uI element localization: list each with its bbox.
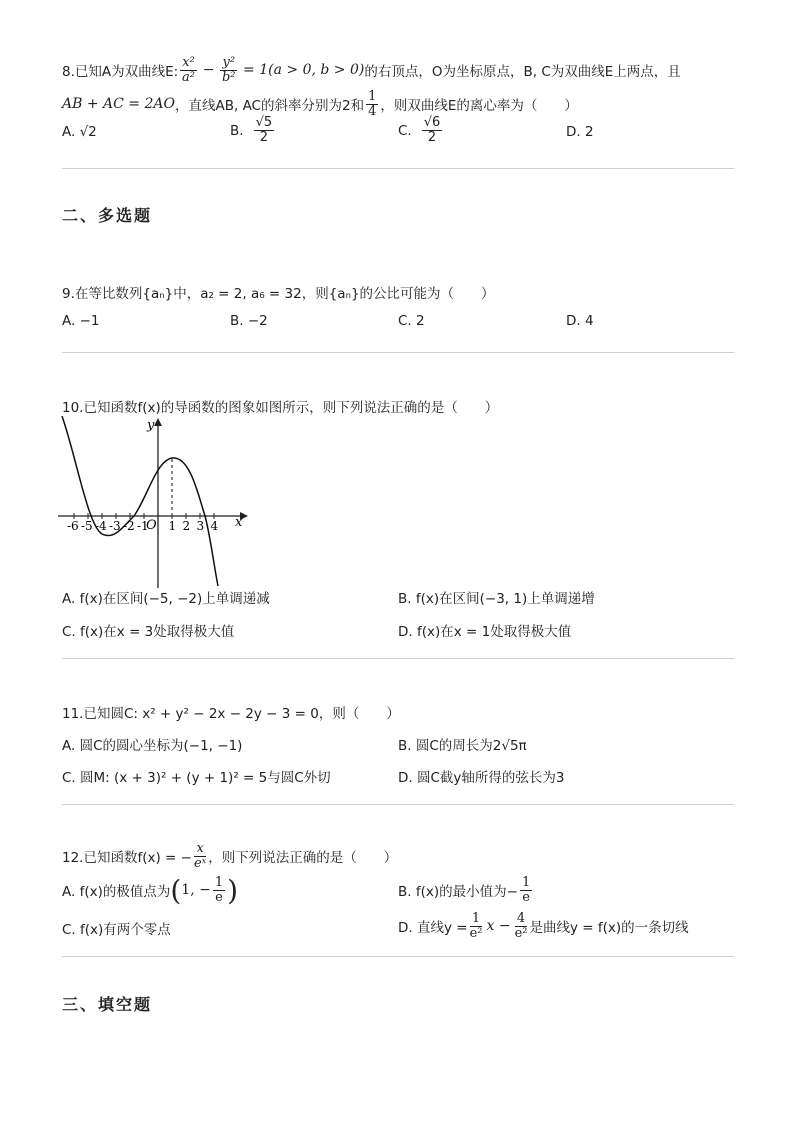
left-paren: ( [170, 873, 182, 907]
q12-option-a-point: 1, − [181, 882, 211, 898]
q12-stem-a: 12.已知函数f(x) = − [62, 850, 192, 866]
x-tick-label: -5 [81, 519, 93, 533]
y-axis-label: y [147, 418, 155, 433]
q10-option-a[interactable]: A. f(x)在区间(−5, −2)上单调递减 [62, 591, 270, 607]
q8-option-c-frac: $\frac{√6}{2}$ [423, 115, 441, 145]
section-title-fill-in: 三、填空题 [62, 995, 153, 1014]
q8-frac-y: $\frac{\text{y²}}{\text{b²}}$ [221, 54, 236, 85]
q8-eq-cond: = 1(a > 0, b > 0) [243, 62, 365, 78]
right-paren: ) [227, 873, 239, 907]
q11-option-c[interactable]: C. 圆M: (x + 3)² + (y + 1)² = 5与圆C外切 [62, 770, 331, 786]
divider [62, 168, 734, 169]
q8-option-a[interactable]: A. √2 [62, 124, 97, 140]
q9-option-d[interactable]: D. 4 [566, 313, 594, 329]
x-tick-label: 4 [210, 519, 219, 533]
q8-option-d[interactable]: D. 2 [566, 124, 594, 140]
x-tick-label: 2 [182, 519, 191, 533]
q9-stem: 9.在等比数列{aₙ}中，a₂ = 2, a₆ = 32，则{aₙ}的公比可能为（ ） [62, 286, 495, 302]
q12-option-a-text: A. f(x)的极值点为 [62, 884, 171, 900]
q8-minus: − [202, 62, 215, 78]
q10-option-c[interactable]: C. f(x)在x = 3处取得极大值 [62, 624, 235, 640]
section-title-multiple-choice: 二、多选题 [62, 206, 153, 225]
q8-option-b[interactable] [230, 116, 276, 145]
q8-option-b-label: B. [230, 122, 244, 139]
q8-option-c-label: C. [398, 122, 412, 139]
origin-label: O [146, 518, 157, 533]
q12-option-d-text: D. 直线y = [398, 920, 468, 936]
q11-option-b[interactable]: B. 圆C的周长为2√5π [398, 738, 527, 754]
q9-option-b[interactable]: B. −2 [230, 313, 268, 329]
divider [62, 804, 734, 805]
q12-option-b-frac: $\frac{1}{e}$ [521, 874, 531, 905]
divider [62, 658, 734, 659]
q12-option-d[interactable] [398, 908, 689, 944]
q12-option-b[interactable] [398, 872, 534, 908]
divider [62, 352, 734, 353]
q8-frac-x: $\frac{\text{x²}}{\text{a²}}$ [181, 54, 195, 85]
x-tick-label: 3 [196, 519, 205, 533]
q10-option-d[interactable]: D. f(x)在x = 1处取得极大值 [398, 624, 572, 640]
q12-option-d-frac2: $\frac{4}{\text{e²}}$ [514, 910, 528, 941]
q9-option-c[interactable]: C. 2 [398, 313, 425, 329]
q8-vector-eq: AB + AC = 2AO [62, 96, 175, 112]
q11-option-a[interactable]: A. 圆C的圆心坐标为(−1, −1) [62, 738, 243, 754]
q12-option-d-tail: 是曲线y = f(x)的一条切线 [529, 920, 689, 936]
y-axis-arrow [154, 418, 162, 426]
q10-option-b[interactable]: B. f(x)在区间(−3, 1)上单调递增 [398, 591, 595, 607]
x-tick-label: -3 [109, 519, 121, 533]
x-tick-label: -4 [95, 519, 107, 533]
q12-stem-frac: $\frac{x}{\text{eˣ}}$ [193, 840, 207, 871]
derivative-graph [58, 416, 248, 591]
q8-frac-quarter: $\frac{1}{4}$ [368, 88, 377, 119]
q8-stem-line1 [62, 52, 681, 88]
q12-option-a-frac: $\frac{1}{e}$ [214, 874, 224, 905]
q8-stem-b: 的右顶点，O为坐标原点，B, C为双曲线E上两点，且 [364, 64, 681, 80]
q8-line2-text: ，直线AB, AC的斜率分别为2和 [174, 98, 365, 114]
q9-option-a[interactable]: A. −1 [62, 313, 100, 329]
q11-option-d[interactable]: D. 圆C截y轴所得的弦长为3 [398, 770, 565, 786]
x-tick-label: -2 [123, 519, 135, 533]
q8-stem-line2 [62, 86, 578, 122]
divider [62, 956, 734, 957]
x-tick-label: -1 [137, 519, 149, 533]
q8-line2-tail: ，则双曲线E的离心率为（ ） [380, 98, 578, 114]
q12-option-a[interactable] [62, 872, 238, 908]
q12-option-d-mid: x − [486, 918, 511, 934]
q12-stem-b: ，则下列说法正确的是（ ） [208, 850, 398, 866]
q8-stem-a: 8.已知A为双曲线E: [62, 64, 179, 80]
q11-stem: 11.已知圆C: x² + y² − 2x − 2y − 3 = 0，则（ ） [62, 706, 400, 722]
x-axis-label: x [235, 515, 243, 530]
q8-option-c[interactable] [398, 116, 444, 145]
q12-option-d-frac1: $\frac{1}{\text{e²}}$ [469, 910, 483, 941]
derivative-curve [62, 416, 218, 586]
q8-option-b-frac: $\frac{√5}{2}$ [255, 115, 273, 145]
q12-stem [62, 838, 397, 874]
x-tick-label: -6 [67, 519, 79, 533]
x-tick-label: 1 [168, 519, 177, 533]
q12-option-b-text: B. f(x)的最小值为− [398, 884, 518, 900]
q10-stem: 10.已知函数f(x)的导函数的图象如图所示，则下列说法正确的是（ ） [62, 400, 499, 416]
q12-option-c[interactable]: C. f(x)有两个零点 [62, 922, 171, 938]
